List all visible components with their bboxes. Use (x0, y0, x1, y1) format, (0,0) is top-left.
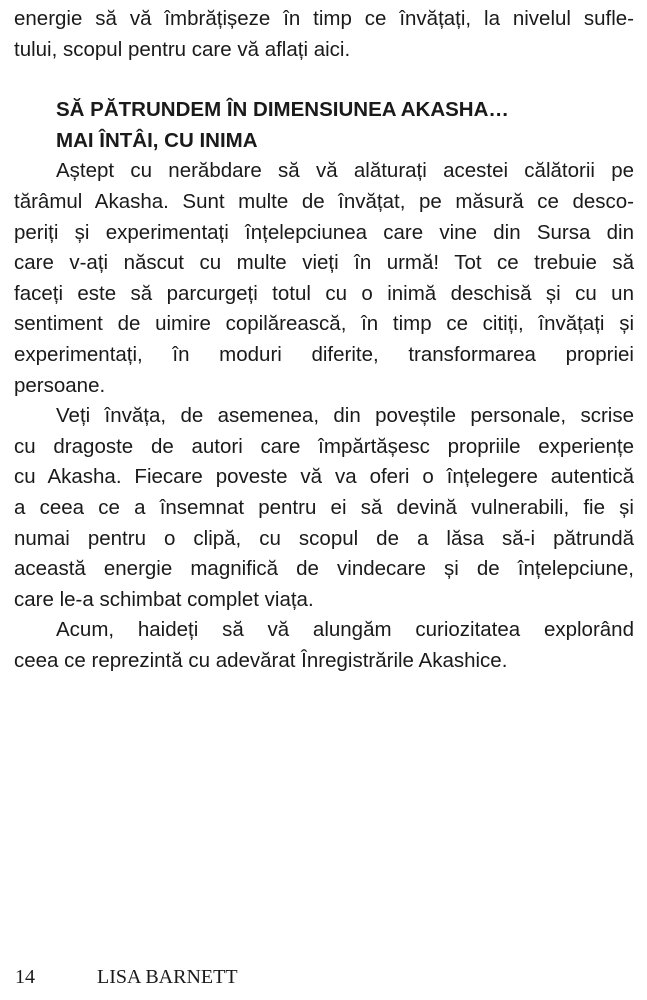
text-line: Veți învăța, de asemenea, din poveștile personale, scrise (56, 404, 634, 428)
page-number: 14 (15, 966, 35, 988)
running-author: LISA BARNETT (97, 966, 238, 988)
text-line: experimentați, în moduri diferite, transformarea propriei (14, 342, 634, 366)
text-line: cu Akasha. Fiecare poveste vă va oferi o înțelegere autentică (14, 465, 634, 489)
text-line: a ceea ce a însemnat pentru ei să devină vulnerabili, fie și (14, 495, 634, 519)
text-line: Acum, haideți să vă alungăm curiozitatea explorând (56, 618, 634, 642)
page-footer (15, 966, 238, 989)
text-line: cu dragoste de autori care împărtășesc propriile experiențe (14, 434, 634, 458)
text-line: persoane. (14, 373, 106, 397)
section-heading: SĂ PĂTRUNDEM ÎN DIMENSIUNEA AKASHA… (56, 98, 509, 122)
text-line: care le-a schimbat complet viața. (14, 587, 314, 611)
text-line: energie să vă îmbrățișeze în timp ce învățați, la nivelul sufle- (14, 7, 634, 30)
spacer (14, 65, 634, 95)
section-heading: MAI ÎNTÂI, CU INIMA (56, 128, 258, 152)
text-line: Aștept cu nerăbdare să vă alăturați acestei călătorii pe (56, 159, 634, 183)
page-body (14, 4, 634, 676)
text-line: tului, scopul pentru care vă aflați aici. (14, 37, 351, 61)
text-line: periți și experimentați înțelepciunea care vine din Sursa din (14, 220, 634, 244)
text-line: numai pentru o clipă, cu scopul de a lăsa să-i pătrundă (14, 526, 634, 550)
text-line: tărâmul Akasha. Sunt multe de învățat, pe măsură ce desco- (14, 189, 634, 213)
text-line: faceți este să parcurgeți totul cu o inimă deschisă și cu un (14, 281, 634, 305)
text-line: sentiment de uimire copilărească, în timp ce citiți, învățați și (14, 312, 634, 336)
text-line: ceea ce reprezintă cu adevărat Înregistrările Akashice. (14, 648, 508, 672)
text-line: această energie magnifică de vindecare și de înțelepciune, (14, 557, 634, 581)
text-line: care v-ați născut cu multe vieți în urmă! Tot ce trebuie să (14, 251, 634, 275)
